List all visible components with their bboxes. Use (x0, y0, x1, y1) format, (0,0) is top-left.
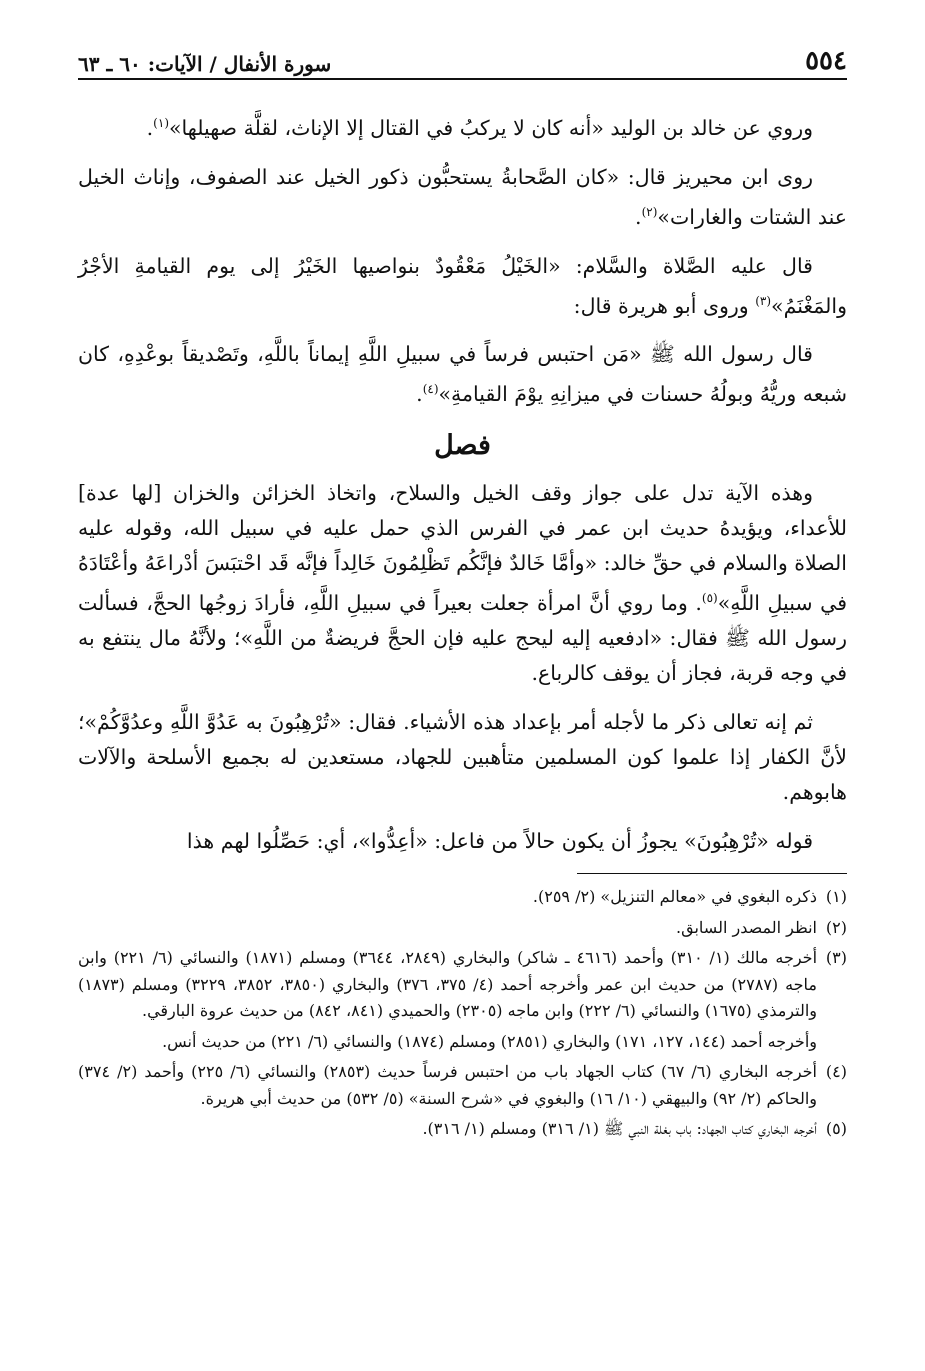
paragraph: وروي عن خالد بن الوليد «أنه كان لا يركبُ في القتال إلا الإناث، لقلَّة صهيلها»$^{(١)}$. (146, 115, 813, 140)
footnote-number: (٤) (825, 1062, 847, 1082)
paragraph: قال عليه الصَّلاة والسَّلام: «الخَيْلُ مَعْقُودٌ بنواصيها الخَيْرُ إلى يوم القيامةِ الأجْرُ والمَغْنَمُ»$^{(٣)}$ وروى أبو هريرة قال: (78, 253, 847, 318)
footnote-divider (577, 873, 847, 874)
running-header (78, 44, 847, 80)
footnote: (٤)أخرجه البخاري (٦/ ٦٧) كتاب الجهاد باب من احتبس فرساً حديث (٢٨٥٣) والنسائي (٦/ ٢٢٥) وأحمد (٢/ ٣٧٤) والحاكم (٢/ ٩٢) والبيهقي (١٠/ ١٦) والبغوي في «شرح السنة» (٥/ ٥٣٢) من حديث أبي هريرة. (78, 1059, 847, 1112)
footnotes (78, 884, 847, 1143)
footnote-number: (٥) (825, 1119, 847, 1139)
paragraph: ثم إنه تعالى ذكر ما لأجله أمر بإعداد هذه الأشياء. فقال: «تُرْهِبُونَ به عَدُوَّ اللَّهِ وعدُوَّكُمْ»؛ لأنَّ الكفار إذا علموا كون المسلمين متأهبين للجهاد، مستعدين له بجميع الأسلحة والآلات هابوهم. (78, 710, 847, 805)
footnote-number: (٣) (825, 948, 848, 968)
footnote-ref: (٤) (422, 382, 439, 397)
footnote-number: (٢) (825, 917, 847, 937)
surah-title: سورة الأنفال / الآيات: ٦٠ ـ ٦٣ (78, 52, 332, 76)
paragraph: روى ابن محيريز قال: «كان الصَّحابةُ يستحبُّون ذكور الخيل عند الصفوف، وإناث الخيل عند الشتات والغارات»$^{(٢)}$. (78, 164, 847, 229)
paragraph: قوله «تُرْهِبُونَ» يجوزُ أن يكون حالاً من فاعل: «أعِدُّوا»، أي: حَصِّلُوا لهم هذا (186, 829, 813, 854)
footnote: (٢)انظر المصدر السابق. (78, 915, 847, 942)
footnote-ref: (٢) (641, 204, 658, 219)
footnote: (٥)أخرجه البخاري كتاب الجهاد: باب بغلة النبي ﷺ (١/ ٣١٦) ومسلم (١/ ٣١٦). (78, 1116, 847, 1143)
section-heading: فصل (434, 430, 491, 462)
footnote: وأخرجه أحمد (١٤٤، ١٢٧، ١٧١) والبخاري (٢٨٥١) ومسلم (١٨٧٤) والنسائي (٦/ ٢٢١) من حديث أنس. (162, 1031, 817, 1051)
footnote-ref: (٥) (701, 591, 718, 606)
footnote-number: (١) (825, 887, 847, 907)
paragraph: وهذه الآية تدل على جواز وقف الخيل والسلاح، واتخاذ الخزائن والخزان [لها عدة] للأعداء، ويؤيدهُ حديث ابن عمر في الفرس الذي حمل عليه في سبيل الله، وقوله عليه الصلاة والسلام في حقِّ خالد: «وأمَّا خَالدٌ فإنَّكُم تَظْلِمُونَ خَالِداً فإنَّه قَد احْتبَسَ أدْراعَهُ وأعْتَادَهُ في سبيلِ اللَّهِ»$^{(٥)}$. وما روي أنَّ امرأة جعلت بعيراً في سبيلِ اللَّهِ، فأرادَ زوجُها الحجَّ، فسألت رسول الله ﷺ فقال: «ادفعيه إليه ليحج عليه فإن الحجَّ فريضةٌ من اللَّهِ»؛ ولأنَّهُ مال ينتفع به في وجه قربة، فجاز أن يوقف كالرباع. (78, 481, 847, 686)
footnote: (١)ذكره البغوي في «معالم التنزيل» (٢/ ٢٥٩). (78, 884, 847, 911)
paragraph: قال رسول الله ﷺ «مَن احتبس فرساً في سبيلِ اللَّهِ إيماناً باللَّهِ، وتَصْديقاً بوعْدِهِ، كان شبعه وريُّهُ وبولُهُ حسنات في ميزانِهِ يوْمَ القيامةِ»$^{(٤)}$. (78, 342, 847, 407)
footnote-ref: (٣) (755, 293, 772, 308)
main-text (78, 106, 847, 859)
footnote: (٣)أخرجه مالك (١/ ٣١٠) وأحمد (٤٦١٦ ـ شاكر) والبخاري (٢٨٤٩، ٣٦٤٤) ومسلم (١٨٧١) والنسائي (٦/ ٢٢١) وابن ماجه (٢٧٨٧) من حديث ابن عمر وأخرجه أحمد (٤/ ٣٧٥، ٣٧٦) والبخاري (٣٨٥٠، ٣٨٥٢، ٣٢٢٩) ومسلم (١٨٧٣) والترمذي (١٦٧٥) والنسائي (٦/ ٢٢٢) وابن ماجه (٢٣٠٥) والحميدي (٨٤١، ٨٤٢) من حديث عروة البارقي. (78, 945, 847, 1025)
page-number: ٥٥٤ (805, 46, 847, 76)
footnote-ref: (١) (153, 116, 169, 130)
